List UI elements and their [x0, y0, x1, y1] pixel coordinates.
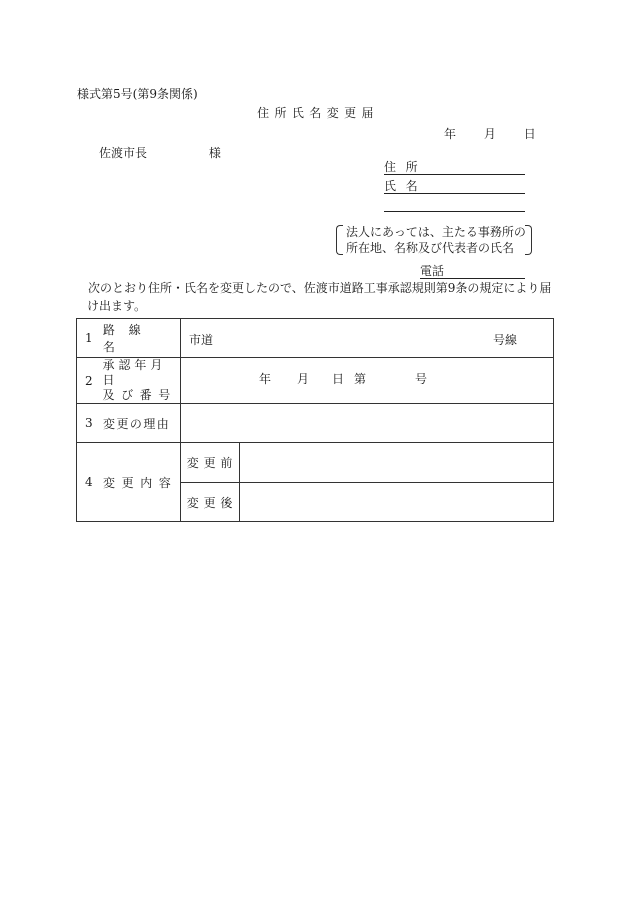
form-title: 住所氏名変更届 — [257, 106, 379, 120]
before-label-cell — [181, 443, 240, 483]
approval-date-number-input[interactable] — [181, 358, 554, 404]
right-bracket — [525, 225, 532, 255]
table-row — [77, 319, 554, 358]
approval-date-label: 承認年月日 — [102, 358, 167, 387]
address-field[interactable] — [384, 158, 525, 175]
corporation-note-line2: 所在地、名称及び代表者の氏名 — [346, 241, 515, 255]
change-content-label-cell — [77, 443, 181, 522]
before-label: 変更前 — [186, 456, 238, 470]
approval-dai-label: 第 — [354, 372, 367, 386]
city-road-label: 市道 — [189, 333, 214, 347]
row-number: 4 — [85, 475, 93, 489]
approval-month-label: 月 — [297, 372, 310, 386]
after-label: 変更後 — [186, 495, 238, 510]
addressee — [99, 144, 221, 161]
row-number: 2 — [85, 373, 93, 388]
row-number: 3 — [85, 416, 93, 430]
body-text — [77, 279, 557, 315]
date-line — [444, 125, 536, 142]
body-line-2: け出ます。 — [87, 299, 147, 313]
approval-day-label: 日 — [332, 372, 345, 386]
reason-input[interactable] — [181, 404, 554, 443]
phone-field[interactable] — [420, 262, 525, 279]
form-number: 様式第5号(第9条関係) — [77, 87, 198, 101]
before-input[interactable] — [240, 443, 554, 483]
addressee-name: 佐渡市長 — [99, 146, 148, 160]
approval-go-label: 号 — [415, 372, 428, 386]
after-input[interactable] — [240, 483, 554, 522]
table-row — [77, 404, 554, 443]
corporation-note-text — [346, 224, 526, 256]
route-number-suffix: 号線 — [492, 333, 517, 347]
addressee-honorific: 様 — [208, 146, 221, 160]
corporation-note-line1: 法人にあっては、主たる事務所の — [346, 225, 526, 239]
day-label: 日 — [523, 127, 536, 141]
corporation-note — [336, 225, 532, 255]
route-name-label: 路線名 — [102, 323, 155, 354]
year-label: 年 — [444, 127, 457, 141]
table-row — [77, 443, 554, 483]
approval-label-cell — [77, 358, 181, 404]
route-name-label-cell — [77, 319, 181, 358]
change-content-label: 変更内容 — [103, 475, 178, 490]
body-line-1: 次のとおり住所・氏名を変更したので、佐渡市道路工事承認規則第9条の規定により届 — [88, 281, 552, 295]
phone-label: 電話 — [420, 264, 445, 278]
name-label: 氏名 — [384, 179, 428, 193]
name-field[interactable] — [384, 177, 525, 194]
reason-label: 変更の理由 — [103, 416, 171, 431]
month-label: 月 — [483, 127, 496, 141]
form-table — [76, 318, 554, 522]
left-bracket — [336, 225, 343, 255]
approval-year-label: 年 — [259, 372, 272, 386]
approval-number-label: 及び番号 — [102, 388, 177, 402]
address-label: 住所 — [384, 160, 428, 174]
after-label-cell — [181, 483, 240, 522]
reason-label-cell — [77, 404, 181, 443]
route-name-input[interactable] — [181, 319, 554, 358]
row-number: 1 — [85, 331, 93, 345]
extra-line-field[interactable] — [384, 195, 525, 212]
table-row — [77, 358, 554, 404]
